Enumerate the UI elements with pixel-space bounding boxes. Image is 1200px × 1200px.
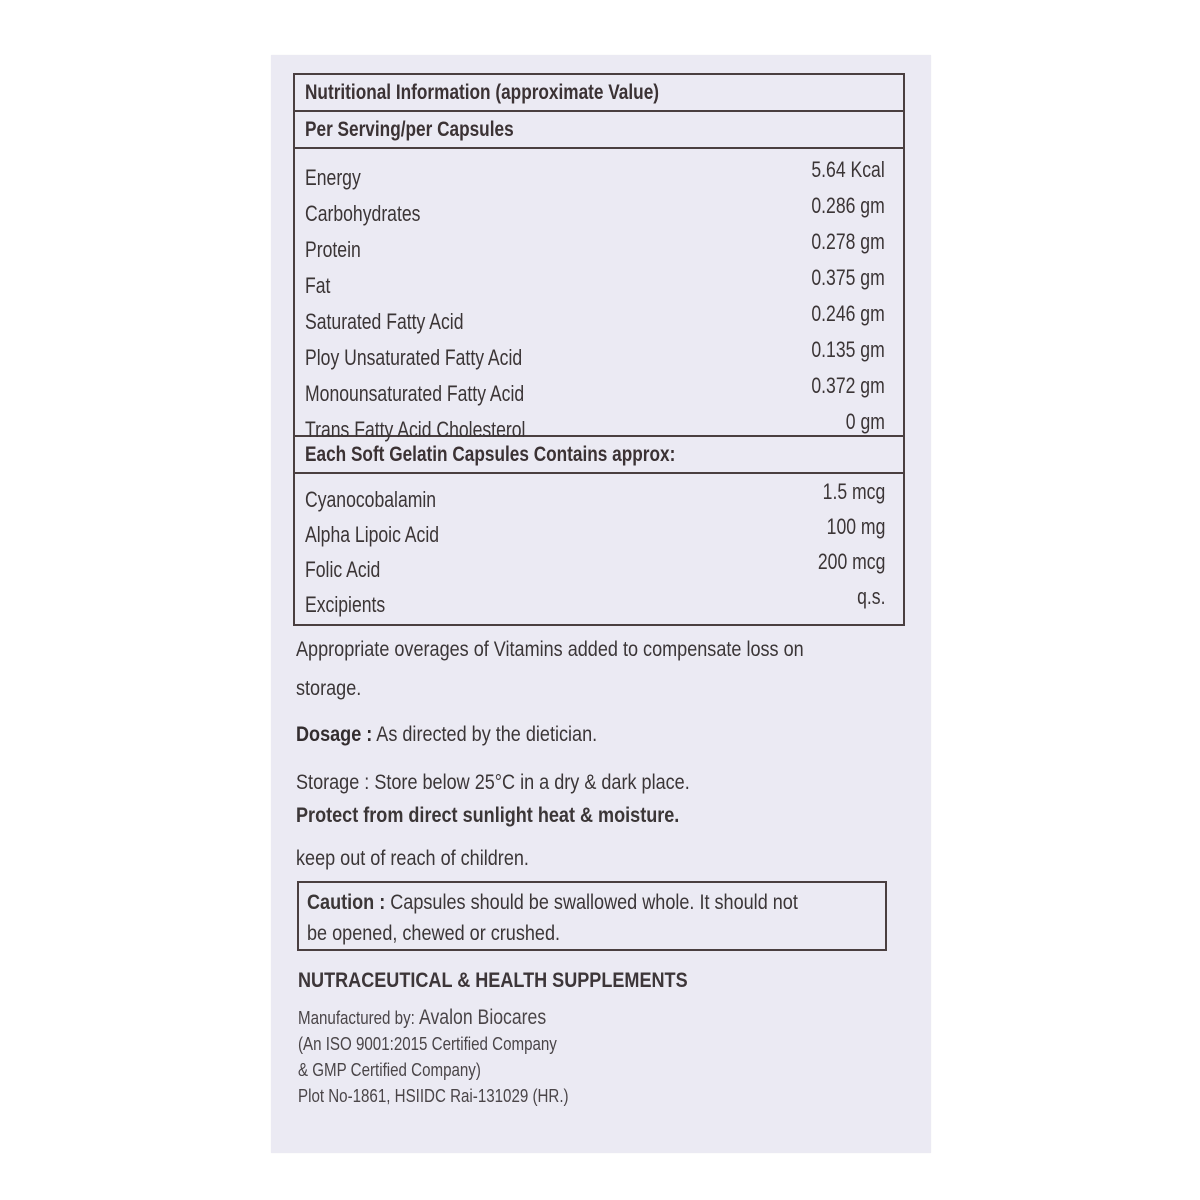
table-row bbox=[305, 155, 885, 191]
manufacturer-address: Plot No-1861, HSIIDC Rai-131029 (HR.) bbox=[298, 1086, 569, 1106]
caution-text: Capsules should be swallowed whole. It should not bbox=[385, 891, 798, 914]
ingredient-value: 1.5 mcg bbox=[822, 479, 885, 504]
nutrient-value: 0.375 gm bbox=[811, 265, 885, 290]
nutrient-label: Monounsaturated Fatty Acid bbox=[305, 381, 525, 406]
certification-line: & GMP Certified Company) bbox=[298, 1060, 481, 1080]
ingredient-value: 100 mg bbox=[826, 514, 885, 539]
table-row bbox=[305, 548, 885, 583]
nutrient-label: Protein bbox=[305, 237, 361, 262]
product-label-panel bbox=[271, 55, 931, 1153]
dosage-line bbox=[296, 723, 916, 747]
protect-warning: Protect from direct sunlight heat & moisture. bbox=[296, 804, 680, 827]
dosage-label: Dosage : bbox=[296, 723, 373, 746]
overages-note-continued: storage. bbox=[296, 677, 362, 700]
ingredient-label: Folic Acid bbox=[305, 557, 381, 582]
nutrient-rows bbox=[295, 149, 903, 442]
nutrient-value: 0.372 gm bbox=[811, 373, 885, 398]
nutrient-label: Trans Fatty Acid Cholesterol bbox=[305, 417, 526, 442]
overages-note: Appropriate overages of Vitamins added to compensate loss on bbox=[296, 638, 804, 661]
table-row bbox=[305, 299, 885, 335]
composition-header: Each Soft Gelatin Capsules Contains approx: bbox=[295, 437, 903, 474]
table-row bbox=[305, 227, 885, 263]
table-row bbox=[305, 583, 885, 618]
nutrient-value: 0.135 gm bbox=[811, 337, 885, 362]
keep-out-warning: keep out of reach of children. bbox=[296, 847, 529, 870]
nutrient-value: 0.246 gm bbox=[811, 301, 885, 326]
table-row bbox=[305, 371, 885, 407]
nutrient-value: 5.64 Kcal bbox=[811, 157, 885, 182]
nutrient-value: 0.278 gm bbox=[811, 229, 885, 254]
caution-box bbox=[297, 881, 887, 951]
nutrition-table bbox=[293, 73, 905, 626]
nutrient-label: Carbohydrates bbox=[305, 201, 421, 226]
ingredient-label: Cyanocobalamin bbox=[305, 487, 437, 512]
product-category: NUTRACEUTICAL & HEALTH SUPPLEMENTS bbox=[298, 969, 688, 992]
ingredient-label: Excipients bbox=[305, 592, 386, 617]
manufacturer-name: Avalon Biocares bbox=[419, 1006, 547, 1029]
storage-text: Store below 25°C in a dry & dark place. bbox=[369, 771, 690, 794]
ingredient-label: Alpha Lipoic Acid bbox=[305, 522, 440, 547]
composition-rows bbox=[295, 474, 903, 624]
table-row bbox=[305, 335, 885, 371]
nutrient-label: Saturated Fatty Acid bbox=[305, 309, 464, 334]
storage-line bbox=[296, 771, 916, 795]
nutrient-label: Ploy Unsaturated Fatty Acid bbox=[305, 345, 523, 370]
table-row bbox=[305, 191, 885, 227]
nutrition-table-title: Nutritional Information (approximate Value) bbox=[295, 75, 903, 112]
table-row bbox=[305, 478, 885, 513]
nutrient-value: 0.286 gm bbox=[811, 193, 885, 218]
ingredient-value: 200 mcg bbox=[817, 549, 885, 574]
manufacturer-info bbox=[298, 1005, 620, 1109]
ingredient-value: q.s. bbox=[856, 584, 885, 609]
caution-label: Caution : bbox=[307, 891, 386, 914]
manufactured-by-label: Manufactured by: bbox=[298, 1008, 420, 1028]
dosage-text: As directed by the dietician. bbox=[372, 723, 598, 746]
table-row bbox=[305, 513, 885, 548]
certification-line: (An ISO 9001:2015 Certified Company bbox=[298, 1034, 557, 1054]
table-row bbox=[305, 263, 885, 299]
nutrient-label: Energy bbox=[305, 165, 361, 190]
serving-header: Per Serving/per Capsules bbox=[295, 112, 903, 149]
caution-text-continued: be opened, chewed or crushed. bbox=[307, 922, 561, 945]
nutrient-value: 0 gm bbox=[845, 409, 885, 434]
nutrient-label: Fat bbox=[305, 273, 331, 298]
storage-label: Storage : bbox=[296, 771, 370, 794]
